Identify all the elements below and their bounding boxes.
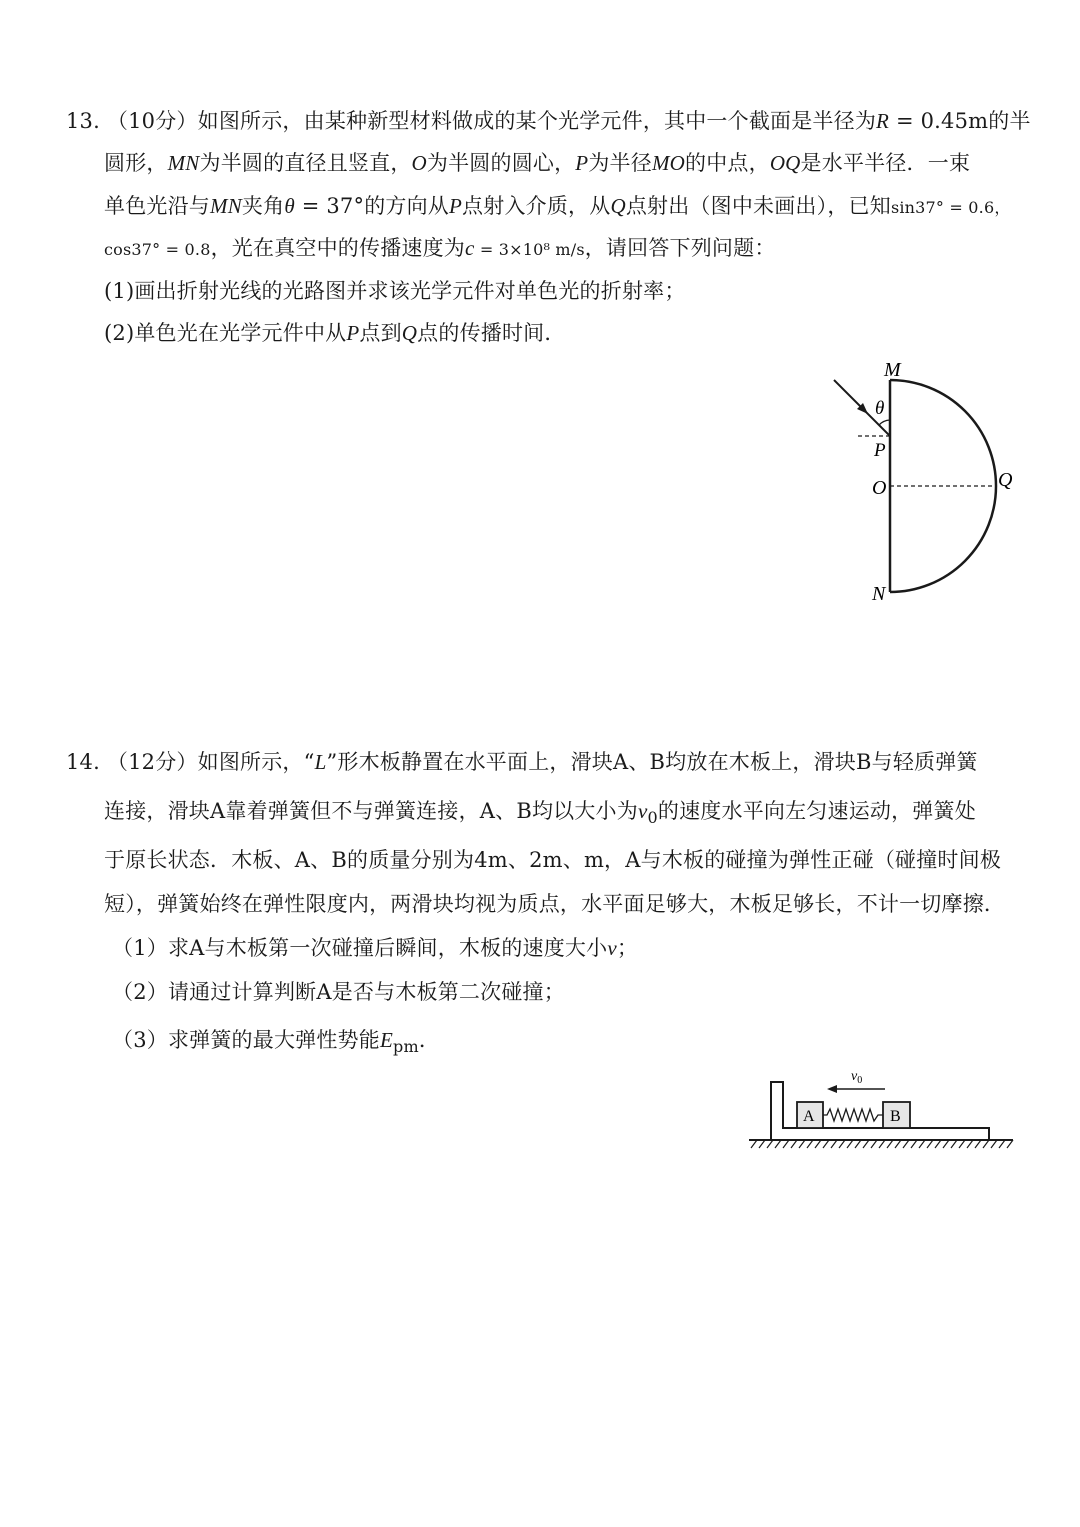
q14-line-1: 14. （12分）如图所示，“L”形木板静置在水平面上，滑块A、B均放在木板上，滑块B与轻质弹簧 — [66, 750, 978, 774]
ground-hatching — [751, 1140, 1013, 1148]
q14-number: 14. — [66, 750, 100, 774]
spring — [823, 1109, 883, 1121]
q13-score: （10分） — [106, 109, 198, 133]
velocity-label: $v_0$ — [851, 1069, 863, 1086]
label-q: Q — [998, 469, 1013, 491]
label-m: M — [884, 359, 901, 381]
q13-line-4: cos37° = 0.8，光在真空中的传播速度为c = 3×10⁸ m/s，请回答下列问题： — [104, 236, 776, 260]
label-n: N — [872, 583, 886, 605]
block-b-label: B — [890, 1108, 901, 1125]
label-p: P — [874, 440, 886, 461]
q13-subquestion-2: (2)单色光在光学元件中从P点到Q点的传播时间． — [104, 321, 566, 345]
q14-subquestion-3: （3）求弹簧的最大弹性势能$E_{pm}$． — [112, 1028, 441, 1057]
q14-board-figure — [745, 1062, 1025, 1152]
q13-line-3: 单色光沿与MN夹角θ = 37°的方向从P点射入介质，从Q点射出（图中未画出），已知sin37° = 0.6， — [104, 194, 1011, 218]
velocity-arrowhead — [827, 1085, 837, 1093]
q14-subquestion-1: （1）求A与木板第一次碰撞后瞬间，木板的速度大小v； — [112, 936, 639, 960]
q14-score: （12分） — [106, 750, 198, 774]
q14-line-2: 连接，滑块A靠着弹簧但不与弹簧连接，A、B均以大小为$v_0$的速度水平向左匀速运动，弹簧处 — [104, 799, 976, 828]
label-o: O — [872, 477, 887, 499]
q13-line-2: 圆形，MN为半圆的直径且竖直，O为半圆的圆心，P为半径MO的中点，OQ是水平半径．一束 — [104, 151, 971, 175]
q13-subquestion-1: (1)画出折射光线的光路图并求该光学元件对单色光的折射率； — [104, 279, 686, 303]
theta-arc — [879, 420, 890, 425]
block-a-label: A — [803, 1108, 815, 1125]
q14-line-4: 短），弹簧始终在弹性限度内，两滑块均视为质点，水平面足够大，木板足够长，不计一切摩擦． — [104, 892, 1006, 916]
q13-number: 13. — [66, 109, 100, 133]
q14-line-3: 于原长状态．木板、A、B的质量分别为4m、2m、m，A与木板的碰撞为弹性正碰（碰撞时间极 — [104, 848, 1002, 872]
q13-semicircle-figure — [830, 360, 1030, 610]
q13-line-1: 13. （10分）如图所示，由某种新型材料做成的某个光学元件，其中一个截面是半径为R = 0.45m的半 — [66, 109, 1031, 133]
q14-subquestion-2: （2）请通过计算判断A是否与木板第二次碰撞； — [112, 980, 565, 1004]
label-theta: θ — [875, 398, 885, 419]
